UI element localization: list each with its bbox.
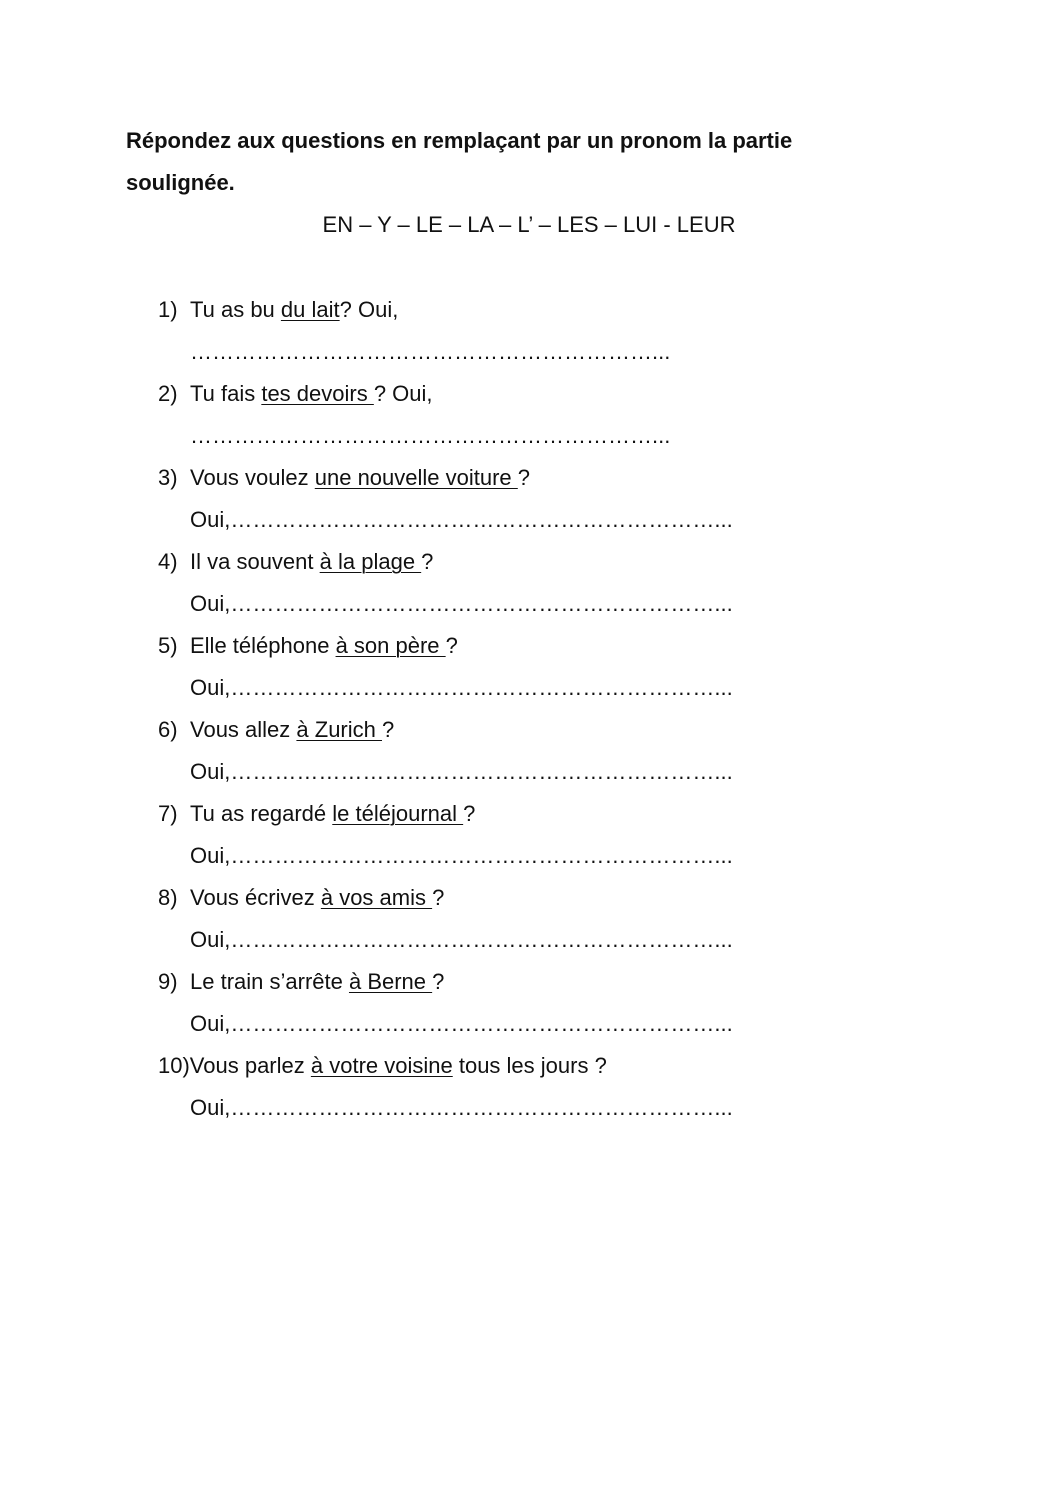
question-number: 1) (158, 297, 178, 322)
underlined-part: tes devoirs (261, 381, 374, 406)
answer-line[interactable]: Oui,…………………………………………………………... (190, 843, 733, 868)
question-line (158, 709, 958, 751)
question-text-before: Vous écrivez (190, 885, 321, 910)
answer-line[interactable]: ………………………………………………………... (190, 339, 671, 364)
answer-line[interactable]: Oui,…………………………………………………………... (190, 927, 733, 952)
question-text-before: Tu fais (190, 381, 262, 406)
answer-line[interactable]: Oui,…………………………………………………………... (190, 591, 733, 616)
question-number: 10) (158, 1053, 190, 1078)
underlined-part: à son père (335, 633, 446, 658)
question-item (158, 373, 958, 457)
answer-line[interactable]: Oui,…………………………………………………………... (190, 759, 733, 784)
question-text-before: Tu as regardé (190, 801, 333, 826)
question-line (158, 793, 958, 835)
question-text-before: Elle téléphone (190, 633, 336, 658)
question-number: 2) (158, 381, 178, 406)
pronoun-list: EN – Y – LE – LA – L’ – LES – LUI - LEUR (322, 212, 736, 237)
question-text-before: Il va souvent (190, 549, 320, 574)
question-text-after: ? (421, 549, 434, 574)
answer-line[interactable]: Oui,…………………………………………………………... (190, 675, 733, 700)
question-item (158, 1045, 958, 1129)
question-text-before: Tu as bu (190, 297, 281, 322)
question-number: 9) (158, 969, 178, 994)
question-text-after: ? (432, 969, 445, 994)
question-text-after: ? Oui, (373, 381, 433, 406)
underlined-part: à la plage (319, 549, 422, 574)
underlined-part: à vos amis (320, 885, 433, 910)
question-text-after: ? (463, 801, 476, 826)
instruction-line-2: soulignée. (126, 170, 235, 195)
question-item (158, 541, 958, 625)
instruction-line-1: Répondez aux questions en remplaçant par un pronom la partie (126, 128, 793, 153)
question-number: 3) (158, 465, 178, 490)
question-item (158, 289, 958, 373)
underlined-part: à votre voisine (310, 1053, 453, 1078)
question-text-before: Vous parlez (189, 1053, 311, 1078)
question-line (158, 877, 958, 919)
question-item (158, 625, 958, 709)
question-text-before: Vous allez (190, 717, 297, 742)
question-text-after: tous les jours ? (452, 1053, 607, 1078)
question-text-after: ? (382, 717, 395, 742)
question-item (158, 877, 958, 961)
question-line (158, 541, 958, 583)
question-line (158, 961, 958, 1003)
question-item (158, 793, 958, 877)
question-line (158, 373, 958, 415)
answer-line[interactable]: ………………………………………………………... (190, 423, 671, 448)
question-item (158, 709, 958, 793)
question-number: 8) (158, 885, 178, 910)
underlined-part: à Zurich (296, 717, 382, 742)
instruction-text (126, 120, 926, 204)
question-text-before: Le train s’arrête (190, 969, 349, 994)
question-text-after: ? (432, 885, 445, 910)
question-text-after: ? (517, 465, 531, 490)
question-text-after: ? Oui, (339, 297, 399, 322)
question-line (158, 457, 958, 499)
question-list (158, 289, 958, 1129)
question-number: 4) (158, 549, 178, 574)
underlined-part: du lait (280, 297, 340, 322)
question-line (158, 289, 958, 331)
question-text-before: Vous voulez (190, 465, 315, 490)
underlined-part: le téléjournal (332, 801, 464, 826)
question-number: 7) (158, 801, 178, 826)
question-text-after: ? (445, 633, 458, 658)
question-line (158, 1045, 958, 1087)
question-item (158, 457, 958, 541)
answer-line[interactable]: Oui,…………………………………………………………... (190, 507, 733, 532)
underlined-part: à Berne (348, 969, 433, 994)
question-number: 5) (158, 633, 178, 658)
underlined-part: une nouvelle voiture (314, 465, 518, 490)
question-item (158, 961, 958, 1045)
answer-line[interactable]: Oui,…………………………………………………………... (190, 1011, 733, 1036)
question-number: 6) (158, 717, 178, 742)
question-line (158, 625, 958, 667)
answer-line[interactable]: Oui,…………………………………………………………... (190, 1095, 733, 1120)
